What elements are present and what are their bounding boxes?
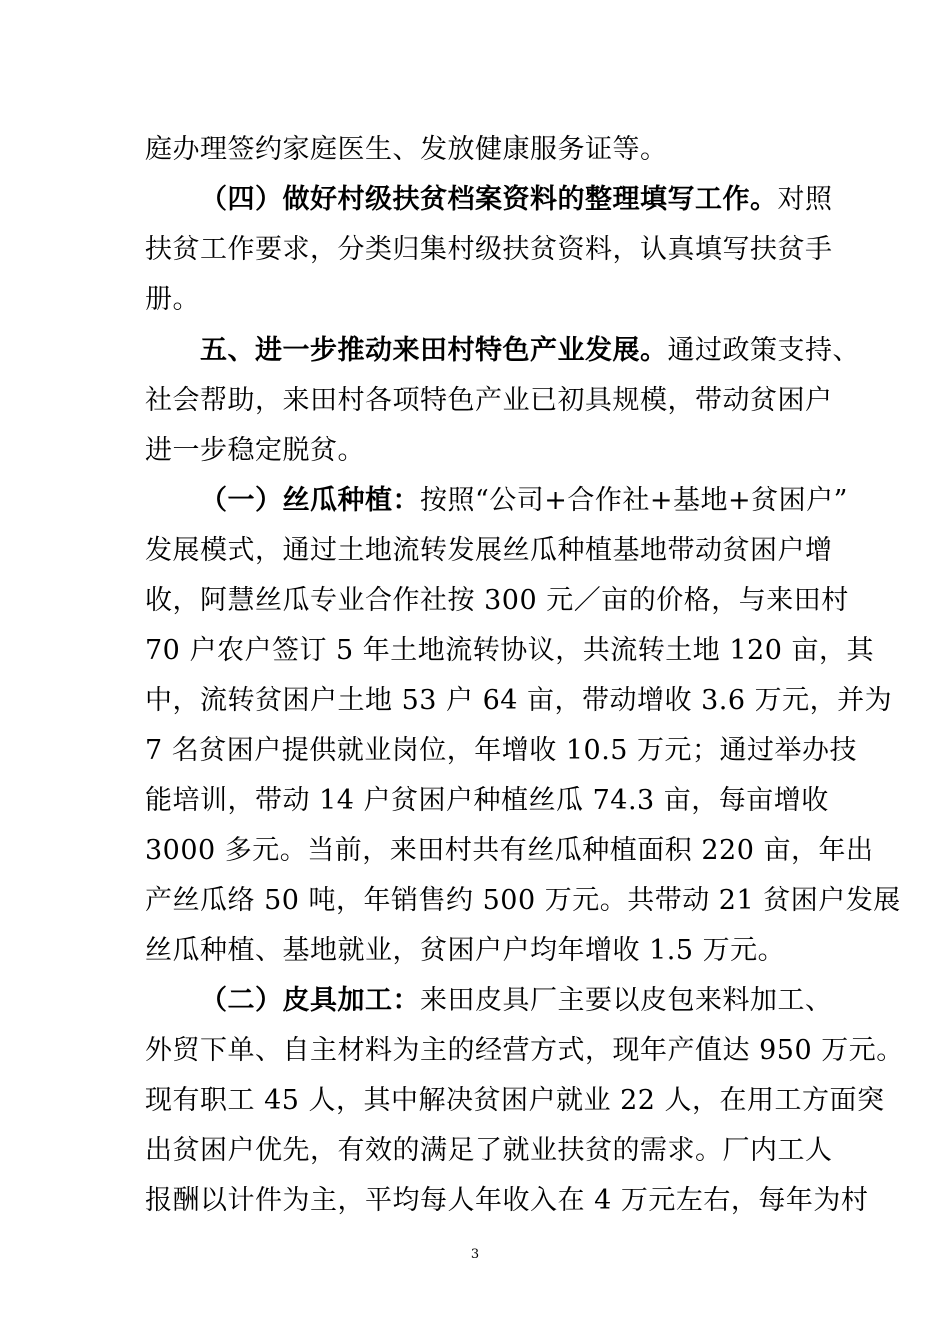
body-line: 中，流转贫困户土地 53 户 64 亩，带动增收 3.6 万元，并为	[145, 685, 893, 716]
bold-heading: （一）丝瓜种植：	[200, 485, 420, 516]
section-heading-line: （一）丝瓜种植：按照“公司+合作社+基地+贫困户”	[200, 485, 848, 516]
body-line: 册。	[145, 284, 200, 315]
body-line: 70 户农户签订 5 年土地流转协议，共流转土地 120 亩，其	[145, 635, 874, 666]
bold-heading: （四）做好村级扶贫档案资料的整理填写工作。	[200, 184, 778, 215]
bold-heading: （二）皮具加工：	[200, 985, 420, 1016]
body-line: 能培训，带动 14 户贫困户种植丝瓜 74.3 亩，每亩增收	[145, 785, 829, 816]
body-line: 发展模式，通过土地流转发展丝瓜种植基地带动贫困户增	[145, 535, 833, 566]
body-line: 扶贫工作要求，分类归集村级扶贫资料，认真填写扶贫手	[145, 234, 833, 265]
body-line: 3000 多元。当前，来田村共有丝瓜种植面积 220 亩，年出	[145, 835, 874, 866]
section-heading-line: 五、进一步推动来田村特色产业发展。通过政策支持、	[200, 335, 860, 366]
body-line: 报酬以计件为主，平均每人年收入在 4 万元左右，每年为村	[145, 1185, 869, 1216]
section-heading-line: （四）做好村级扶贫档案资料的整理填写工作。对照	[200, 184, 833, 215]
section-heading-line: （二）皮具加工：来田皮具厂主要以皮包来料加工、	[200, 985, 833, 1016]
body-line: 现有职工 45 人，其中解决贫困户就业 22 人，在用工方面突	[145, 1085, 885, 1116]
body-line: 社会帮助，来田村各项特色产业已初具规模，带动贫困户	[145, 385, 833, 416]
body-line: 产丝瓜络 50 吨，年销售约 500 万元。共带动 21 贫困户发展	[145, 885, 901, 916]
body-line: 7 名贫困户提供就业岗位，年增收 10.5 万元；通过举办技	[145, 735, 858, 766]
body-line: 收，阿慧丝瓜专业合作社按 300 元／亩的价格，与来田村	[145, 585, 849, 616]
page-number: 3	[470, 1247, 480, 1262]
bold-heading: 五、进一步推动来田村特色产业发展。	[200, 335, 668, 366]
body-line: 外贸下单、自主材料为主的经营方式，现年产值达 950 万元。	[145, 1035, 904, 1066]
body-line: 丝瓜种植、基地就业，贫困户户均年增收 1.5 万元。	[145, 935, 786, 966]
body-line: 进一步稳定脱贫。	[145, 435, 365, 466]
body-line: 出贫困户优先，有效的满足了就业扶贫的需求。厂内工人	[145, 1135, 833, 1166]
body-line: 庭办理签约家庭医生、发放健康服务证等。	[145, 134, 668, 165]
